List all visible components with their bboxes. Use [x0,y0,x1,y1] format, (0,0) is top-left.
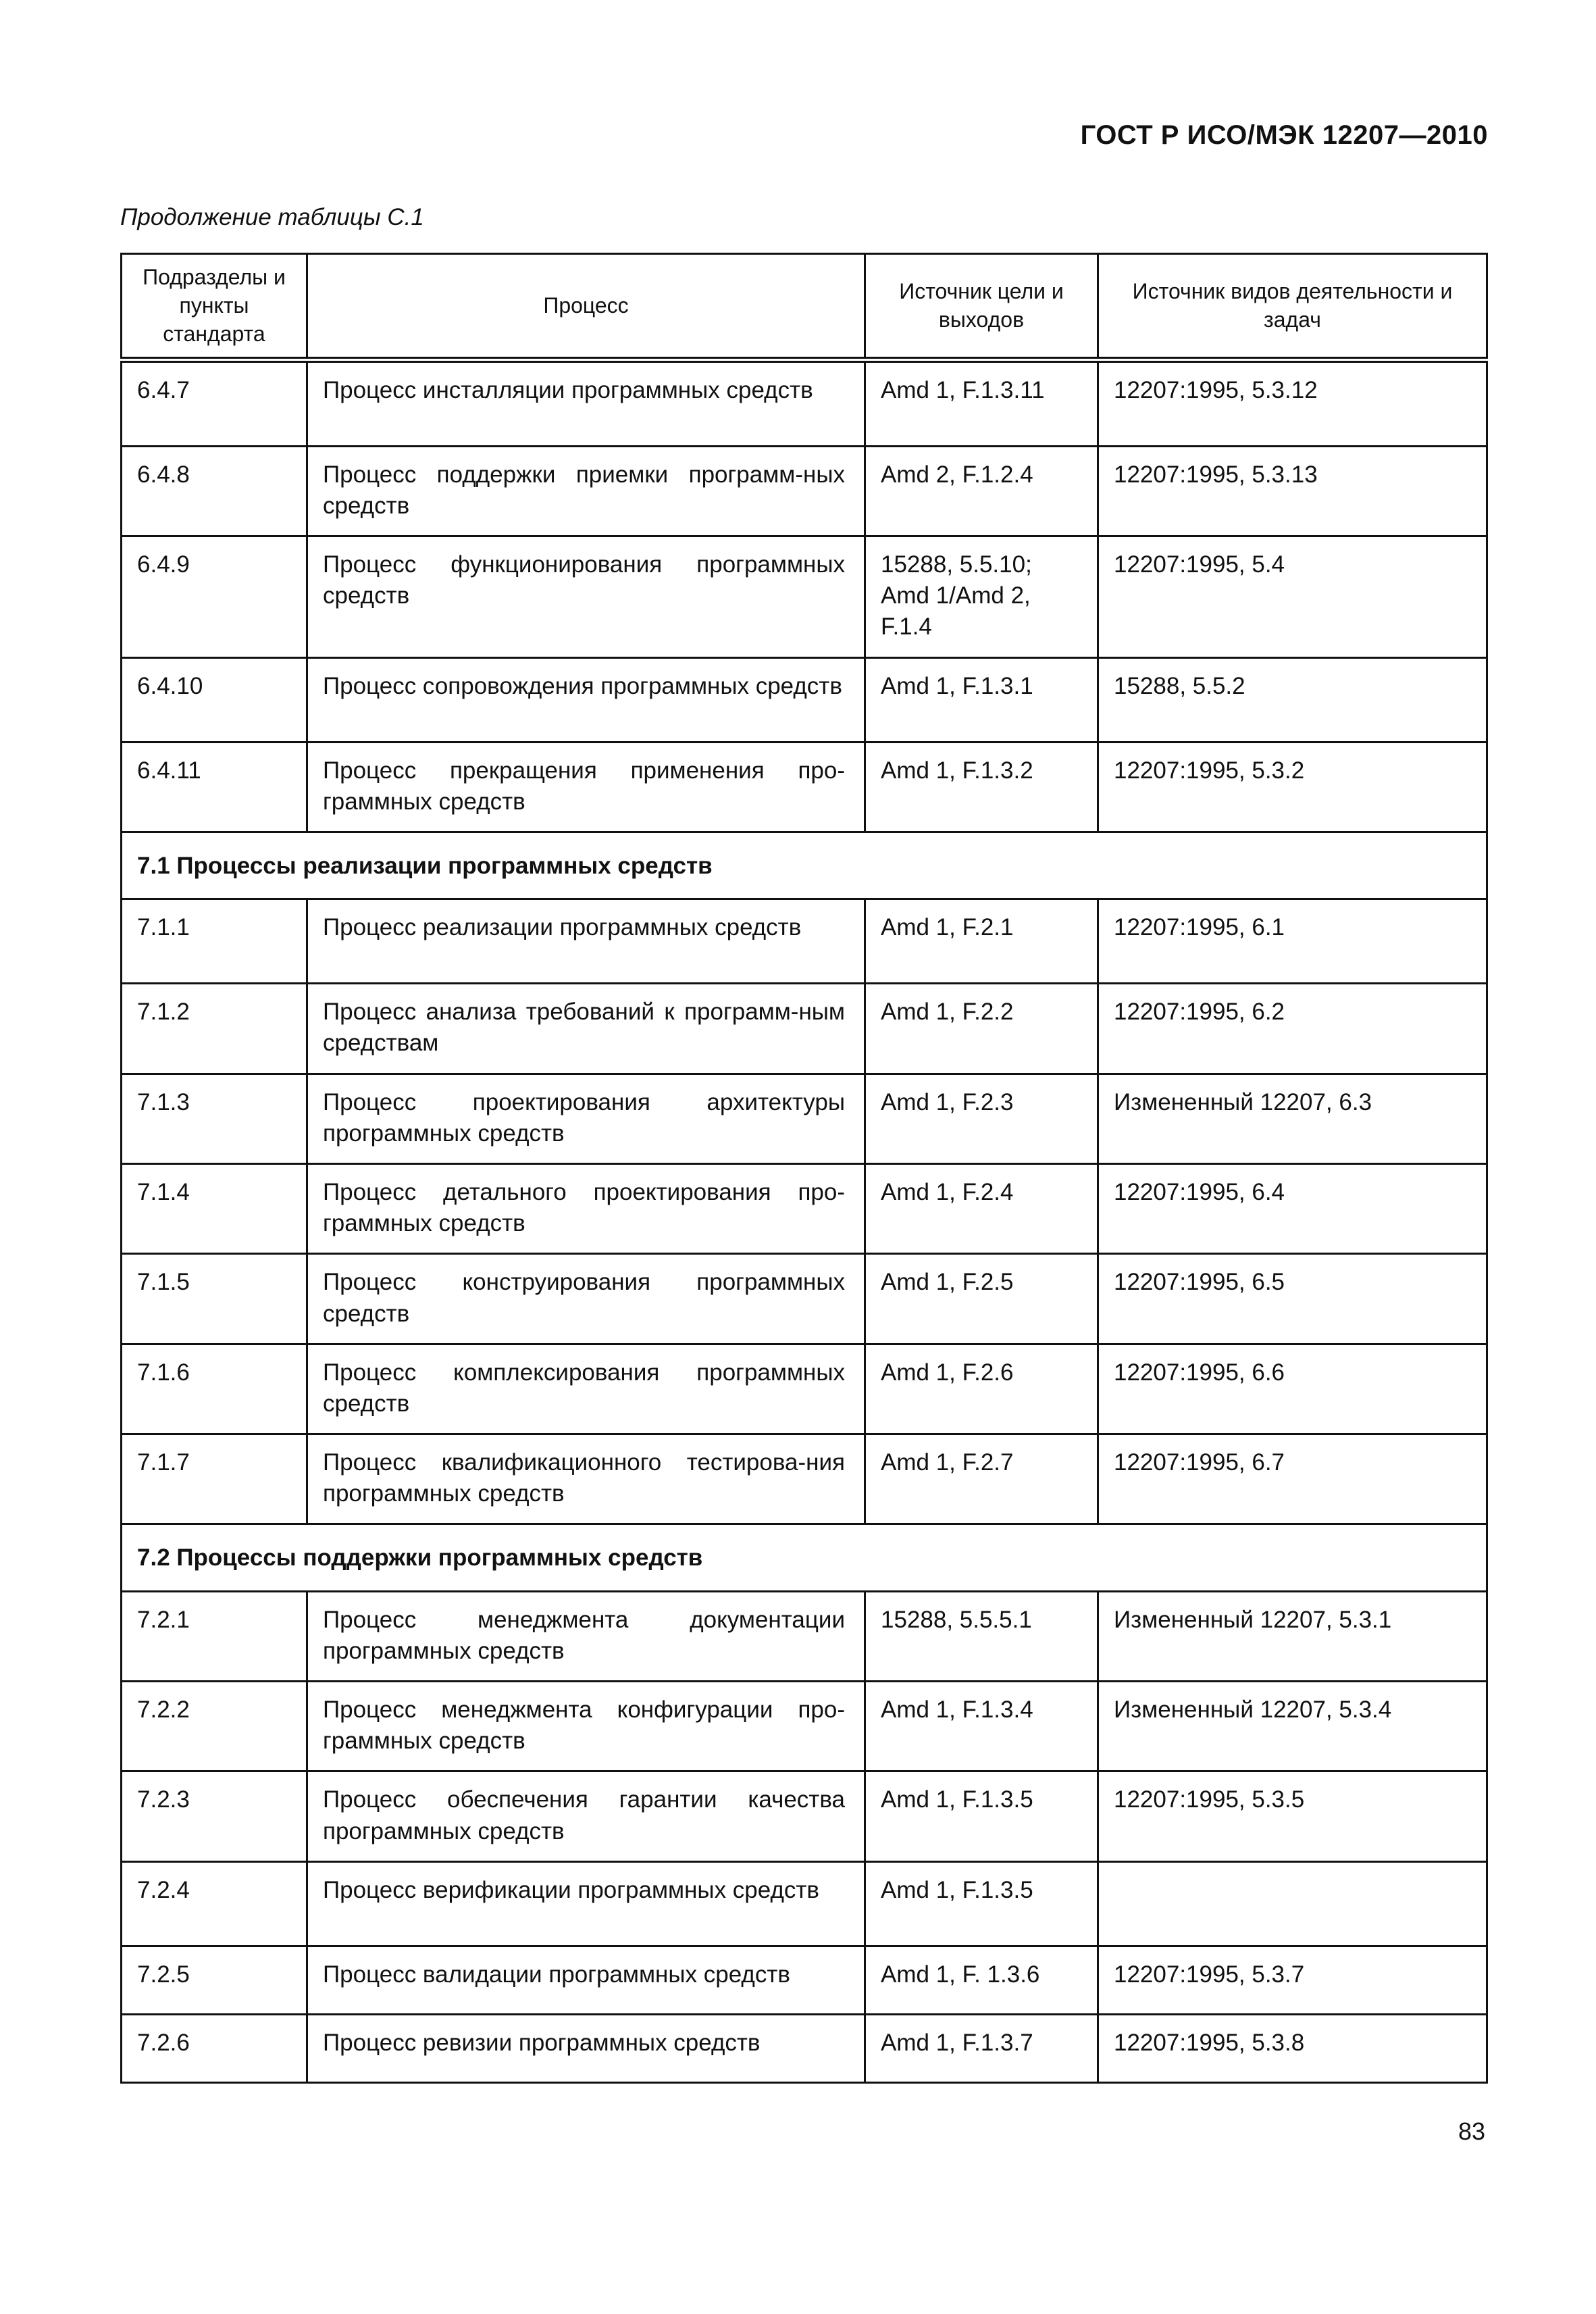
table-row [122,1861,1487,1946]
source-cell: 15288, 5.5.10; Amd 1/Amd 2, F.1.4 [865,536,1098,658]
process-cell: Процесс комплексирования программных средств [307,1344,865,1434]
table-row [122,657,1487,742]
process-cell: Процесс валидации программных средств [307,1946,865,2014]
source-cell: Amd 1, F.2.2 [865,984,1098,1074]
table-row [122,359,1487,446]
table-row [122,1946,1487,2014]
clause-cell: 7.2.6 [122,2014,307,2082]
clause-cell: 7.1.5 [122,1254,307,1344]
activities-cell: 12207:1995, 5.4 [1098,536,1487,658]
source-cell: Amd 1, F.2.5 [865,1254,1098,1344]
table-row [122,899,1487,984]
table-row [122,1254,1487,1344]
column-header-source: Источник цели и выходов [865,254,1098,360]
column-header-clause: Подразделы и пункты стандарта [122,254,307,360]
activities-cell: 12207:1995, 5.3.2 [1098,742,1487,832]
source-cell: Amd 1, F.1.3.11 [865,359,1098,446]
clause-cell: 6.4.7 [122,359,307,446]
clause-cell: 6.4.9 [122,536,307,658]
section-row [122,832,1487,899]
process-cell: Процесс менеджмента конфигурации про-граммных средств [307,1682,865,1771]
source-cell: Amd 1, F.1.3.5 [865,1771,1098,1861]
process-cell: Процесс ревизии программных средств [307,2014,865,2082]
clause-cell: 7.2.2 [122,1682,307,1771]
source-cell: Amd 1, F.2.1 [865,899,1098,984]
table-row [122,1771,1487,1861]
activities-cell: 12207:1995, 6.2 [1098,984,1487,1074]
process-cell: Процесс конструирования программных средств [307,1254,865,1344]
process-cell: Процесс проектирования архитектуры программных средств [307,1074,865,1163]
source-cell: Amd 1, F.2.6 [865,1344,1098,1434]
process-cell: Процесс инсталляции программных средств [307,359,865,446]
activities-cell: 15288, 5.5.2 [1098,657,1487,742]
activities-cell: 12207:1995, 5.3.5 [1098,1771,1487,1861]
document-header: ГОСТ Р ИСО/МЭК 12207—2010 [1080,120,1488,150]
table-row [122,1163,1487,1253]
process-cell: Процесс анализа требований к программ-ным средствам [307,984,865,1074]
process-cell: Процесс сопровождения программных средств [307,657,865,742]
clause-cell: 7.1.7 [122,1434,307,1524]
clause-cell: 7.2.5 [122,1946,307,2014]
table-row [122,1591,1487,1681]
clause-cell: 7.1.4 [122,1163,307,1253]
activities-cell: 12207:1995, 5.3.13 [1098,446,1487,536]
section-row [122,1524,1487,1591]
source-cell: Amd 1, F.1.3.7 [865,2014,1098,2082]
process-cell: Процесс функционирования программных средств [307,536,865,658]
clause-cell: 6.4.10 [122,657,307,742]
process-cell: Процесс верификации программных средств [307,1861,865,1946]
source-cell: 15288, 5.5.5.1 [865,1591,1098,1681]
source-cell: Amd 1, F.2.7 [865,1434,1098,1524]
processes-table [120,253,1488,2084]
source-cell: Amd 2, F.1.2.4 [865,446,1098,536]
table-row [122,1344,1487,1434]
activities-cell: 12207:1995, 6.1 [1098,899,1487,984]
clause-cell: 6.4.11 [122,742,307,832]
process-cell: Процесс квалификационного тестирова-ния программных средств [307,1434,865,1524]
activities-cell: 12207:1995, 5.3.7 [1098,1946,1487,2014]
source-cell: Amd 1, F.2.3 [865,1074,1098,1163]
source-cell: Amd 1, F.2.4 [865,1163,1098,1253]
table-row [122,536,1487,658]
activities-cell: Измененный 12207, 5.3.1 [1098,1591,1487,1681]
process-cell: Процесс прекращения применения про-граммных средств [307,742,865,832]
table-row [122,984,1487,1074]
clause-cell: 6.4.8 [122,446,307,536]
table-row [122,1074,1487,1163]
source-cell: Amd 1, F.1.3.5 [865,1861,1098,1946]
activities-cell: 12207:1995, 6.6 [1098,1344,1487,1434]
activities-cell: 12207:1995, 5.3.12 [1098,359,1487,446]
section-title-7-2: 7.2 Процессы поддержки программных средств [122,1524,1487,1591]
source-cell: Amd 1, F.1.3.4 [865,1682,1098,1771]
process-cell: Процесс обеспечения гарантии качества программных средств [307,1771,865,1861]
table-row [122,742,1487,832]
clause-cell: 7.2.1 [122,1591,307,1681]
table-header-row [122,254,1487,360]
activities-cell [1098,1861,1487,1946]
process-cell: Процесс детального проектирования про-граммных средств [307,1163,865,1253]
source-cell: Amd 1, F. 1.3.6 [865,1946,1098,2014]
activities-cell: Измененный 12207, 6.3 [1098,1074,1487,1163]
column-header-activities: Источник видов деятельности и задач [1098,254,1487,360]
table-row [122,1434,1487,1524]
clause-cell: 7.1.3 [122,1074,307,1163]
table-caption: Продолжение таблицы С.1 [120,204,424,230]
page-number: 83 [1458,2117,1485,2145]
activities-cell: 12207:1995, 5.3.8 [1098,2014,1487,2082]
activities-cell: 12207:1995, 6.7 [1098,1434,1487,1524]
process-cell: Процесс менеджмента документации программных средств [307,1591,865,1681]
clause-cell: 7.1.6 [122,1344,307,1434]
activities-cell: Измененный 12207, 5.3.4 [1098,1682,1487,1771]
table-row [122,446,1487,536]
source-cell: Amd 1, F.1.3.1 [865,657,1098,742]
clause-cell: 7.1.2 [122,984,307,1074]
section-title-7-1: 7.1 Процессы реализации программных средств [122,832,1487,899]
table-row [122,1682,1487,1771]
activities-cell: 12207:1995, 6.5 [1098,1254,1487,1344]
column-header-process: Процесс [307,254,865,360]
clause-cell: 7.2.3 [122,1771,307,1861]
process-cell: Процесс поддержки приемки программ-ных средств [307,446,865,536]
clause-cell: 7.2.4 [122,1861,307,1946]
table-row [122,2014,1487,2082]
source-cell: Amd 1, F.1.3.2 [865,742,1098,832]
process-cell: Процесс реализации программных средств [307,899,865,984]
clause-cell: 7.1.1 [122,899,307,984]
activities-cell: 12207:1995, 6.4 [1098,1163,1487,1253]
